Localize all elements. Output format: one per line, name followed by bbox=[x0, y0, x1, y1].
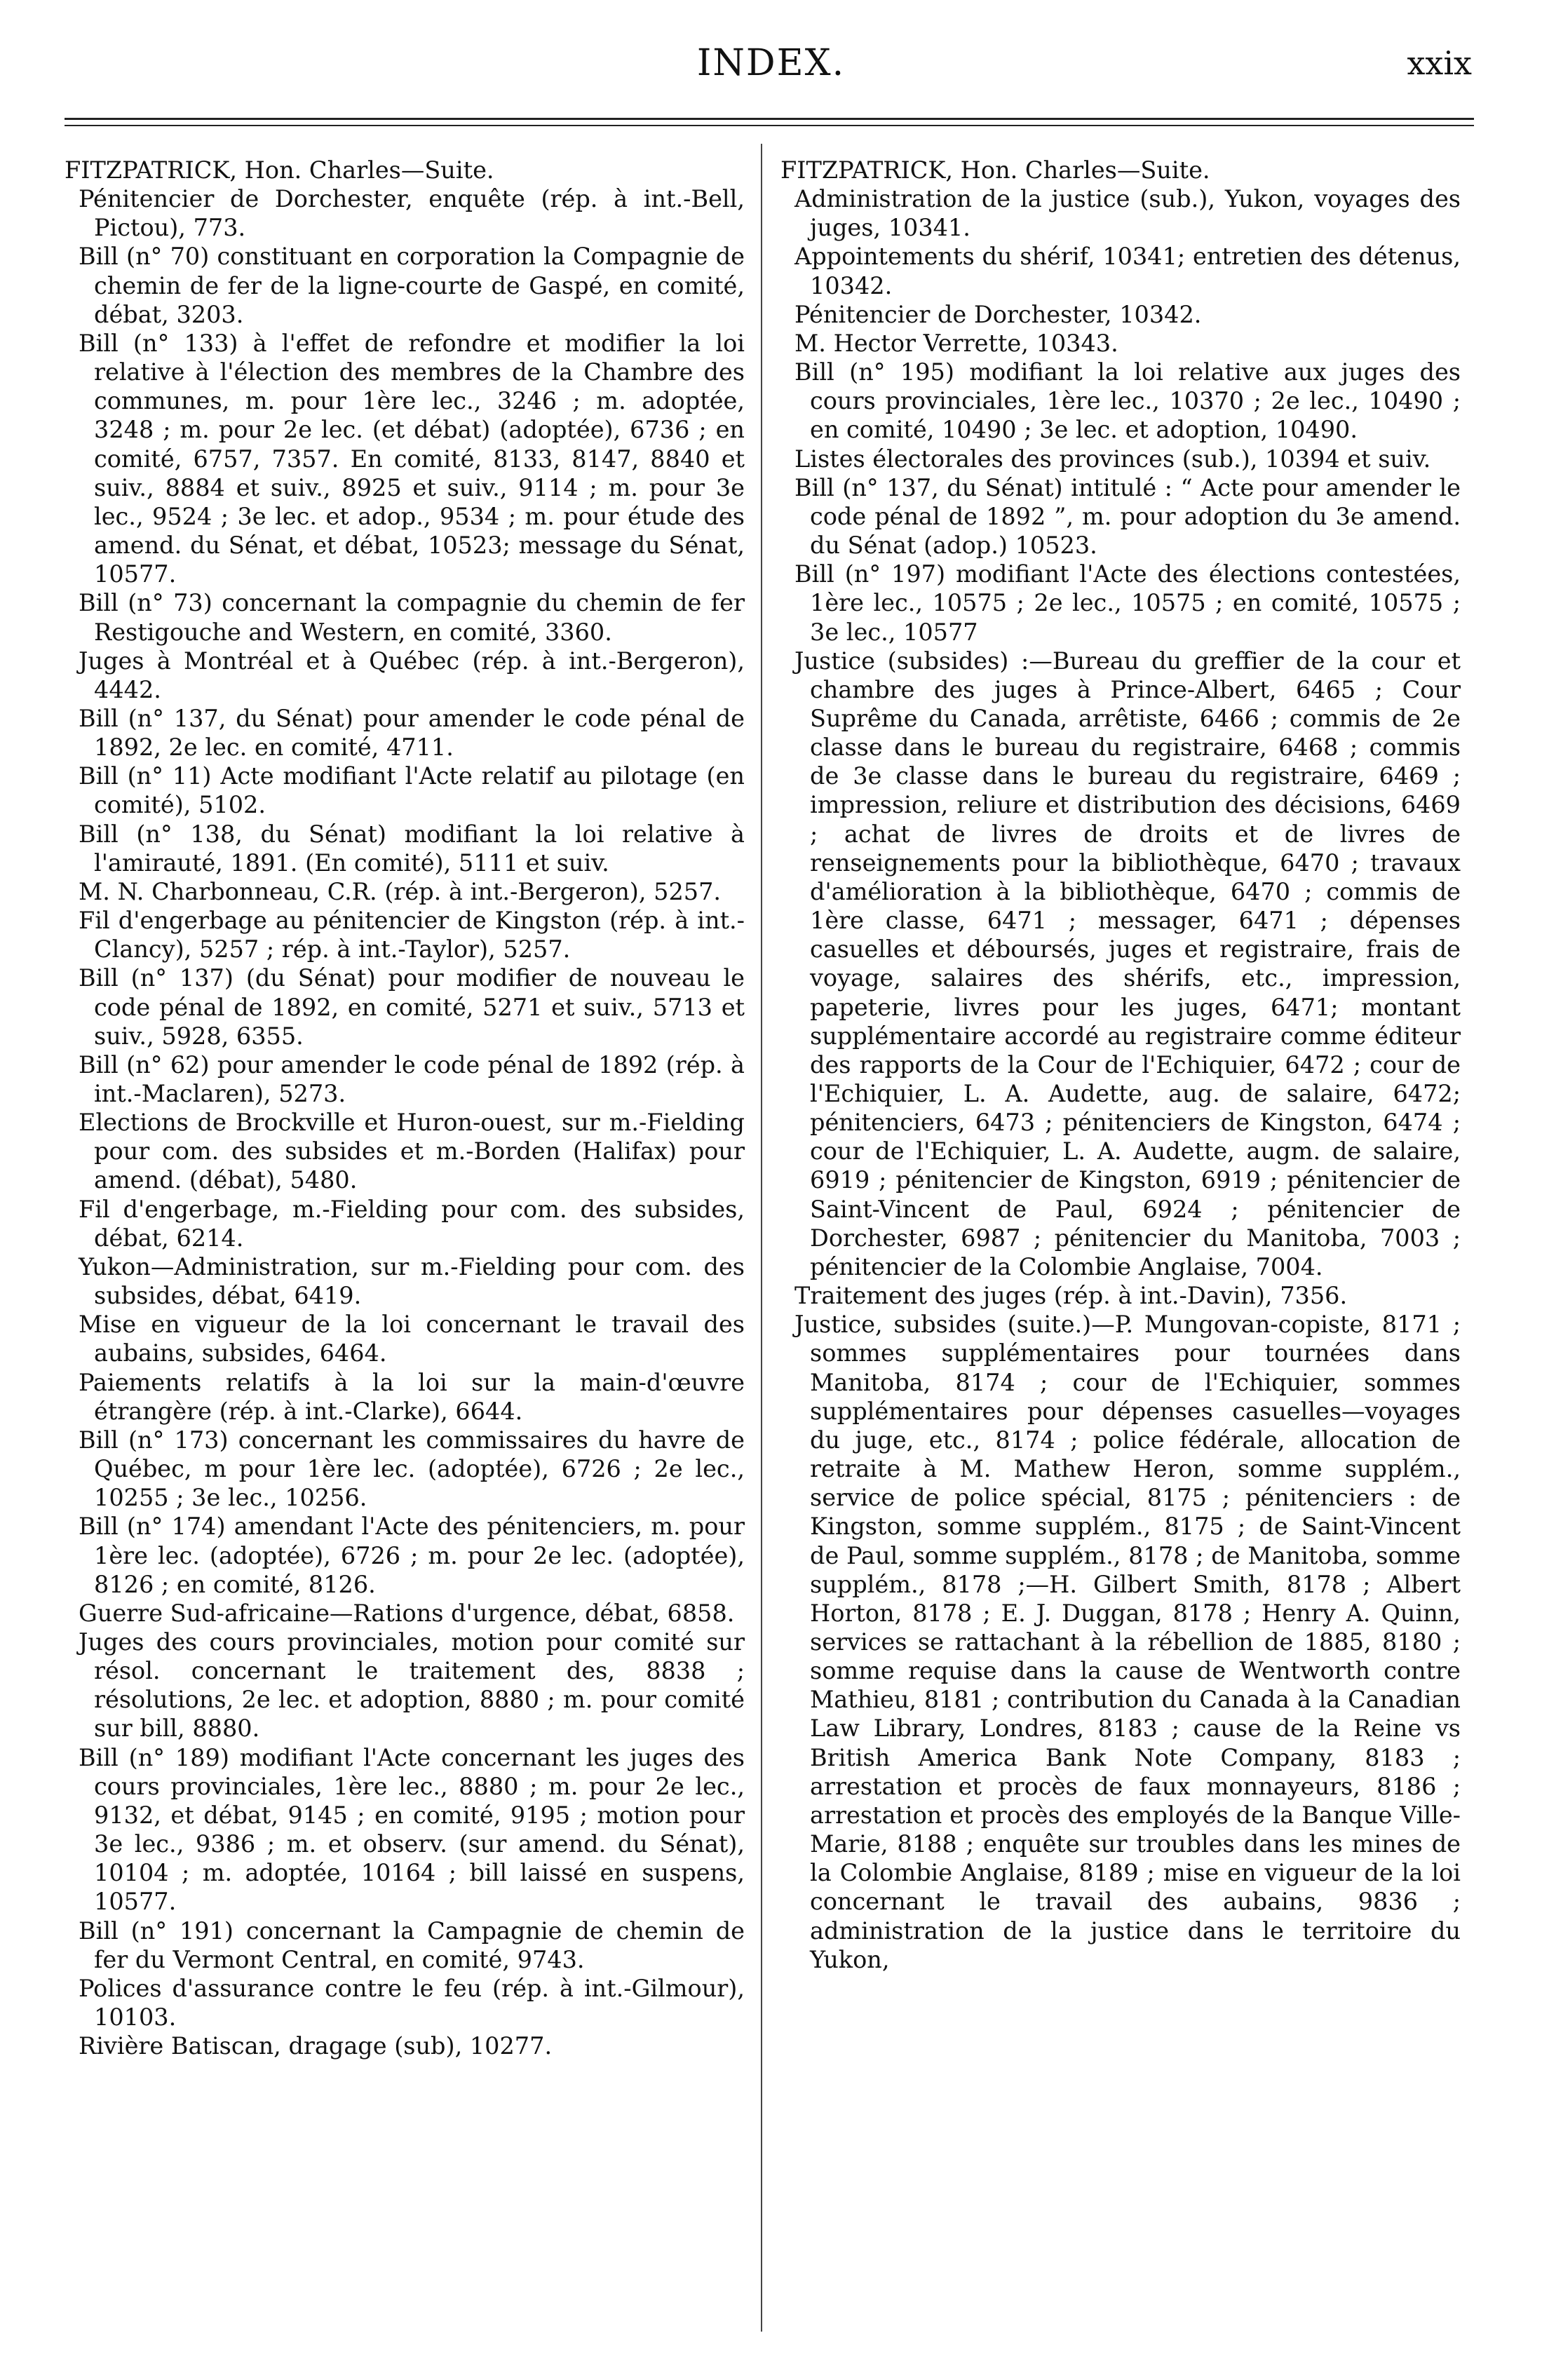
index-entry: Rivière Batiscan, dragage (sub), 10277. bbox=[79, 2032, 553, 2060]
page-number: xxix bbox=[1407, 44, 1472, 82]
index-entry: Mise en vigueur de la loi concernant le travail des aubains, subsides, 6464. bbox=[79, 1311, 745, 1367]
index-entry: Paiements relatifs à la loi sur la main-d'œuvre étrangère (rép. à int.-Clarke), 6644. bbox=[79, 1368, 745, 1425]
index-entry: Listes électorales des provinces (sub.), 10394 et suiv. bbox=[794, 445, 1431, 473]
left-column bbox=[65, 156, 745, 2060]
index-entry: Bill (n° 133) à l'effet de refondre et modifier la loi relative à l'élection des membres de la Chambre des communes, m. pour 1ère lec., 3246 ; m. adoptée, 3248 ; m. pour 2e lec. (et débat) (adoptée), 6736 ; en comité, 6757, 7357. En comité, 8133, 8147, 8840 et suiv., 8884 et suiv., 8925 et suiv., 9114 ; m. pour 3e lec., 9524 ; 3e lec. et adop., 9534 ; m. pour étude des amend. du Sénat, et débat, 10523; message du Sénat, 10577. bbox=[79, 329, 745, 588]
page-title: INDEX. bbox=[696, 42, 846, 84]
index-entry: Bill (n° 70) constituant en corporation la Compagnie de chemin de fer de la ligne-courte de Gaspé, en comité, débat, 3203. bbox=[79, 243, 745, 328]
index-entry: Bill (n° 62) pour amender le code pénal de 1892 (rép. à int.-Maclaren), 5273. bbox=[79, 1050, 745, 1107]
left-column-heading: FITZPATRICK, Hon. Charles—Suite. bbox=[65, 156, 494, 184]
index-entry: Bill (n° 189) modifiant l'Acte concernant les juges des cours provinciales, 1ère lec., 8880 ; m. pour 2e lec., 9132, et débat, 9145 ; en comité, 9195 ; motion pour 3e lec., 9386 ; m. et observ. (sur amend. du Sénat), 10104 ; m. adoptée, 10164 ; bill laissé en suspens, 10577. bbox=[79, 1743, 745, 1916]
index-entry: Juges à Montréal et à Québec (rép. à int.-Bergeron), 4442. bbox=[79, 647, 745, 703]
index-entry: Bill (n° 138, du Sénat) modifiant la loi relative à l'amirauté, 1891. (En comité), 5111 et suiv. bbox=[79, 820, 745, 877]
index-entry: M. N. Charbonneau, C.R. (rép. à int.-Bergeron), 5257. bbox=[79, 877, 722, 905]
index-entry: Bill (n° 173) concernant les commissaires du havre de Québec, m pour 1ère lec. (adoptée), 6726 ; 2e lec., 10255 ; 3e lec., 10256. bbox=[79, 1426, 745, 1512]
index-entry: Juges des cours provinciales, motion pour comité sur résol. concernant le traitement des, 8838 ; résolutions, 2e lec. et adoption, 8880 ; m. pour comité sur bill, 8880. bbox=[79, 1628, 745, 1743]
index-entry: Bill (n° 137) (du Sénat) pour modifier de nouveau le code pénal de 1892, en comité, 5271 et suiv., 5713 et suiv., 5928, 6355. bbox=[79, 964, 745, 1050]
index-entry: Bill (n° 11) Acte modifiant l'Acte relatif au pilotage (en comité), 5102. bbox=[79, 762, 745, 819]
index-entry: Bill (n° 73) concernant la compagnie du chemin de fer Restigouche and Western, en comité, 3360. bbox=[79, 589, 745, 646]
index-entry: Bill (n° 197) modifiant l'Acte des élections contestées, 1ère lec., 10575 ; 2e lec., 10575 ; en comité, 10575 ; 3e lec., 10577 bbox=[794, 560, 1461, 646]
index-entry: M. Hector Verrette, 10343. bbox=[794, 329, 1118, 357]
index-entry: Bill (n° 191) concernant la Campagnie de chemin de fer du Vermont Central, en comité, 9743. bbox=[79, 1916, 745, 1973]
index-entry: Appointements du shérif, 10341; entretien des détenus, 10342. bbox=[794, 243, 1461, 299]
index-entry: Bill (n° 137, du Sénat) pour amender le code pénal de 1892, 2e lec. en comité, 4711. bbox=[79, 704, 745, 762]
index-entry: Elections de Brockville et Huron-ouest, sur m.-Fielding pour com. des subsides et m.-Borden (Halifax) pour amend. (débat), 5480. bbox=[79, 1109, 745, 1194]
index-entry: Polices d'assurance contre le feu (rép. à int.-Gilmour), 10103. bbox=[79, 1974, 745, 2031]
index-entry: Bill (n° 174) amendant l'Acte des pénitenciers, m. pour 1ère lec. (adoptée), 6726 ; m. pour 2e lec. (adoptée), 8126 ; en comité, 8126. bbox=[79, 1513, 745, 1598]
header-rule-top bbox=[65, 118, 1474, 120]
index-entry: Administration de la justice (sub.), Yukon, voyages des juges, 10341. bbox=[794, 185, 1461, 242]
index-entry: Pénitencier de Dorchester, 10342. bbox=[794, 300, 1202, 328]
index-entry: Justice, subsides (suite.)—P. Mungovan-copiste, 8171 ; sommes supplémentaires pour tournées dans Manitoba, 8174 ; cour de l'Echiquier, sommes supplémentaires pour dépenses casuelles—voyages du juge, etc., 8174 ; police fédérale, allocation de retraite à M. Mathew Heron, somme supplém., service de police spécial, 8175 ; pénitenciers : de Kingston, somme supplém., 8175 ; de Saint-Vincent de Paul, somme supplém., 8178 ; de Manitoba, somme supplém., 8178 ;—H. Gilbert Smith, 8178 ; Albert Horton, 8178 ; E. J. Duggan, 8178 ; Henry A. Quinn, services se rattachant à la rébellion de 1885, 8180 ; somme requise dans la cause de Wentworth contre Mathieu, 8181 ; contribution du Canada à la Canadian Law Library, Londres, 8183 ; cause de la Reine vs British America Bank Note Company, 8183 ; arrestation et procès de faux monnayeurs, 8186 ; arrestation et procès des employés de la Banque Ville-Marie, 8188 ; enquête sur troubles dans les mines de la Colombie Anglaise, 8189 ; mise en vigueur de la loi concernant le travail des aubains, 9836 ; administration de la justice dans le territoire du Yukon, bbox=[794, 1311, 1461, 1973]
index-entry: Guerre Sud-africaine—Rations d'urgence, débat, 6858. bbox=[79, 1599, 735, 1627]
index-entry: Bill (n° 195) modifiant la loi relative aux juges des cours provinciales, 1ère lec., 10370 ; 2e lec., 10490 ; en comité, 10490 ; 3e lec. et adoption, 10490. bbox=[794, 358, 1461, 444]
index-entry: Yukon—Administration, sur m.-Fielding pour com. des subsides, débat, 6419. bbox=[79, 1252, 745, 1310]
index-entry: Fil d'engerbage, m.-Fielding pour com. des subsides, débat, 6214. bbox=[79, 1195, 745, 1252]
index-entry: Justice (subsides) :—Bureau du greffier de la cour et chambre des juges à Prince-Albert, 6465 ; Cour Suprême du Canada, arrêtiste, 6466 ; commis de 2e classe dans le bureau du registraire, 6468 ; commis de 3e classe dans le bureau du registraire, 6469 ; impression, reliure et distribution des décisions, 6469 ; achat de livres de droits et de livres de renseignements pour la bibliothèque, 6470 ; travaux d'amélioration à la bibliothèque, 6470 ; commis de 1ère classe, 6471 ; messager, 6471 ; dépenses casuelles et déboursés, juges et registraire, frais de voyage, salaires des shérifs, etc., impression, papeterie, livres pour les juges, 6471; montant supplémentaire accordé au registraire comme éditeur des rapports de la Cour de l'Echiquier, 6472 ; cour de l'Echiquier, L. A. Audette, aug. de salaire, 6472; pénitenciers, 6473 ; pénitenciers de Kingston, 6474 ; cour de l'Echiquier, L. A. Audette, augm. de salaire, 6919 ; pénitencier de Kingston, 6919 ; pénitencier de Saint-Vincent de Paul, 6924 ; pénitencier de Dorchester, 6987 ; pénitencier du Manitoba, 7003 ; pénitencier de la Colombie Anglaise, 7004. bbox=[794, 647, 1461, 1280]
index-entry: Traitement des juges (rép. à int.-Davin), 7356. bbox=[794, 1282, 1348, 1310]
column-divider bbox=[761, 144, 762, 2332]
right-column-heading: FITZPATRICK, Hon. Charles—Suite. bbox=[780, 156, 1210, 184]
index-entry: Bill (n° 137, du Sénat) intitulé : “ Acte pour amender le code pénal de 1892 ”, m. pour adoption du 3e amend. du Sénat (adop.) 10523. bbox=[794, 473, 1461, 560]
right-column bbox=[780, 156, 1461, 1974]
header-rule-bottom bbox=[65, 125, 1474, 126]
index-entry: Fil d'engerbage au pénitencier de Kingston (rép. à int.-Clancy), 5257 ; rép. à int.-Taylor), 5257. bbox=[79, 907, 745, 964]
index-entry: Pénitencier de Dorchester, enquête (rép. à int.-Bell, Pictou), 773. bbox=[79, 185, 745, 242]
